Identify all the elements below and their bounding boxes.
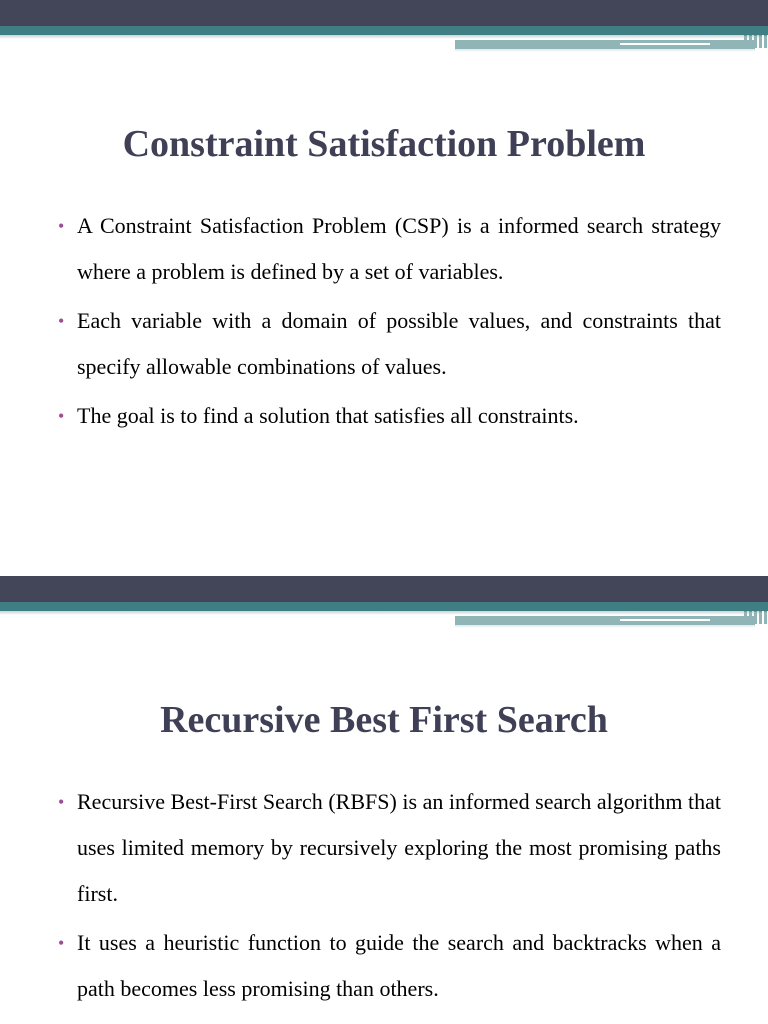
- banner-light-band: [455, 40, 755, 49]
- bullet-item: [58, 298, 721, 390]
- bullet-item: [58, 920, 721, 1012]
- banner-stripes: [744, 0, 768, 48]
- banner-light-shadow: [455, 625, 755, 628]
- bullet-marker-icon: •: [58, 311, 65, 331]
- bullet-list: [58, 203, 721, 442]
- bullet-item: [58, 779, 721, 917]
- banner-light-shadow: [455, 49, 755, 52]
- bullet-text: Each variable with a domain of possible values, and constraints that specify allowable combinations of values.: [77, 308, 721, 379]
- banner-shadow: [0, 611, 760, 615]
- banner-shadow: [0, 35, 760, 39]
- slide-header-banner: [0, 0, 768, 60]
- slide-recursive-best-first-search: [0, 576, 768, 1024]
- bullet-marker-icon: •: [58, 406, 65, 426]
- bullet-list: [58, 779, 721, 1015]
- bullet-text: The goal is to find a solution that satisfies all constraints.: [77, 403, 579, 428]
- slide-header-banner: [0, 576, 768, 636]
- banner-stripes: [744, 576, 768, 624]
- bullet-marker-icon: •: [58, 216, 65, 236]
- bullet-text: Recursive Best-First Search (RBFS) is an informed search algorithm that uses limited memory by recursively exploring the most promising paths first.: [77, 789, 721, 906]
- banner-teal-band: [0, 602, 768, 611]
- banner-highlight-line: [620, 619, 710, 621]
- bullet-text: It uses a heuristic function to guide the search and backtracks when a path becomes less promising than others.: [77, 930, 721, 1001]
- bullet-marker-icon: •: [58, 792, 65, 812]
- bullet-marker-icon: •: [58, 933, 65, 953]
- banner-dark-band: [0, 576, 768, 602]
- bullet-item: [58, 203, 721, 295]
- bullet-text: A Constraint Satisfaction Problem (CSP) is a informed search strategy where a problem is defined by a set of variables.: [77, 213, 721, 284]
- slide-title: Constraint Satisfaction Problem: [122, 123, 646, 165]
- banner-teal-band: [0, 26, 768, 35]
- slide-title: Recursive Best First Search: [160, 699, 608, 741]
- banner-light-band: [455, 616, 755, 625]
- bullet-item: [58, 393, 721, 439]
- banner-highlight-line: [620, 43, 710, 45]
- banner-dark-band: [0, 0, 768, 26]
